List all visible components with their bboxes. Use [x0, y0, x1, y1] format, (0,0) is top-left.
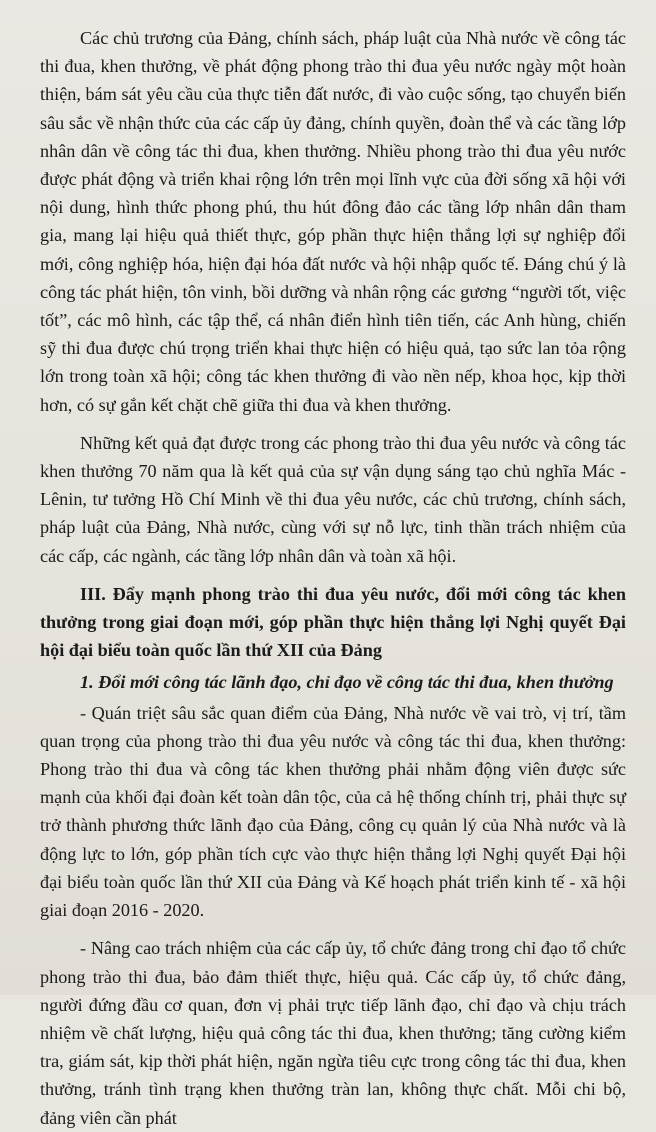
paragraph-results: Những kết quả đạt được trong các phong trào thi đua yêu nước và công tác khen thưởng 70 năm qua là kết quả của sự vận dụng sáng tạo chủ nghĩa Mác - Lênin, tư tưởng Hồ Chí Minh về thi đua yêu nước, các chủ trương, chính sách, pháp luật của Đảng, Nhà nước, cùng với sự nỗ lực, tinh thần trách nhiệm của các cấp, các ngành, các tầng lớp nhân dân và toàn xã hội. [40, 432, 626, 566]
section-heading: III. Đẩy mạnh phong trào thi đua yêu nước, đổi mới công tác khen thưởng trong giai đoạn mới, góp phần thực hiện thắng lợi Nghị quyết Đại hội đại biểu toàn quốc lần thứ XII của Đảng [40, 583, 626, 661]
paragraph-achievements: Các chủ trương của Đảng, chính sách, pháp luật của Nhà nước về công tác thi đua, khen thưởng, về phát động phong trào thi đua yêu nước ngày một hoàn thiện, bám sát yêu cầu của thực tiễn đất nước, đi vào cuộc sống, tạo chuyển biến sâu sắc về nhận thức của các cấp ủy đảng, chính quyền, đoàn thể và các tầng lớp nhân dân về công tác thi đua, khen thưởng. Nhiều phong trào thi đua yêu nước được phát động và triển khai rộng lớn trên mọi lĩnh vực của đời sống xã hội với nội dung, hình thức phong phú, thu hút đông đảo các tầng lớp nhân dân tham gia, mang lại hiệu quả thiết thực, góp phần thực hiện thắng lợi sự nghiệp đổi mới, công nghiệp hóa, hiện đại hóa đất nước và hội nhập quốc tế. Đáng chú ý là công tác phát hiện, tôn vinh, bồi dưỡng và nhân rộng các gương “người tốt, việc tốt”, các mô hình, các tập thể, cá nhân điển hình tiên tiến, các Anh hùng, chiến sỹ thi đua được chú trọng triển khai thực hiện có hiệu quả, tạo sức lan tỏa rộng lớn trong toàn xã hội; công tác khen thưởng đi vào nền nếp, khoa học, kịp thời hơn, có sự gắn kết chặt chẽ giữa thi đua và khen thưởng. [40, 28, 626, 415]
subsection-heading: 1. Đổi mới công tác lãnh đạo, chỉ đạo về công tác thi đua, khen thưởng [80, 672, 614, 693]
paragraph-responsibility: - Nâng cao trách nhiệm của các cấp ủy, tổ chức đảng trong chỉ đạo tổ chức phong trào thi đua, bảo đảm thiết thực, hiệu quả. Các cấp ủy, tổ chức đảng, người đứng đầu cơ quan, đơn vị phải trực tiếp lãnh đạo, chỉ đạo và chịu trách nhiệm về chất lượng, hiệu quả công tác thi đua, khen thưởng; tăng cường kiểm tra, giám sát, kịp thời phát hiện, ngăn ngừa tiêu cực trong công tác thi đua, khen thưởng, tránh tình trạng khen thưởng tràn lan, không thực chất. Mỗi chi bộ, đảng viên cần phát [40, 938, 626, 1128]
paragraph-leadership: - Quán triệt sâu sắc quan điểm của Đảng, Nhà nước về vai trò, vị trí, tầm quan trọng của phong trào thi đua yêu nước và công tác thi đua, khen thưởng: Phong trào thi đua và công tác khen thưởng phải nhằm động viên được sức mạnh của khối đại đoàn kết toàn dân tộc, của cả hệ thống chính trị, phải thực sự trở thành phương thức lãnh đạo của Đảng, công cụ quản lý của Nhà nước và là động lực to lớn, góp phần tích cực vào thực hiện thắng lợi Nghị quyết Đại hội đại biểu toàn quốc lần thứ XII của Đảng và Kế hoạch phát triển kinh tế - xã hội giai đoạn 2016 - 2020. [40, 702, 626, 921]
